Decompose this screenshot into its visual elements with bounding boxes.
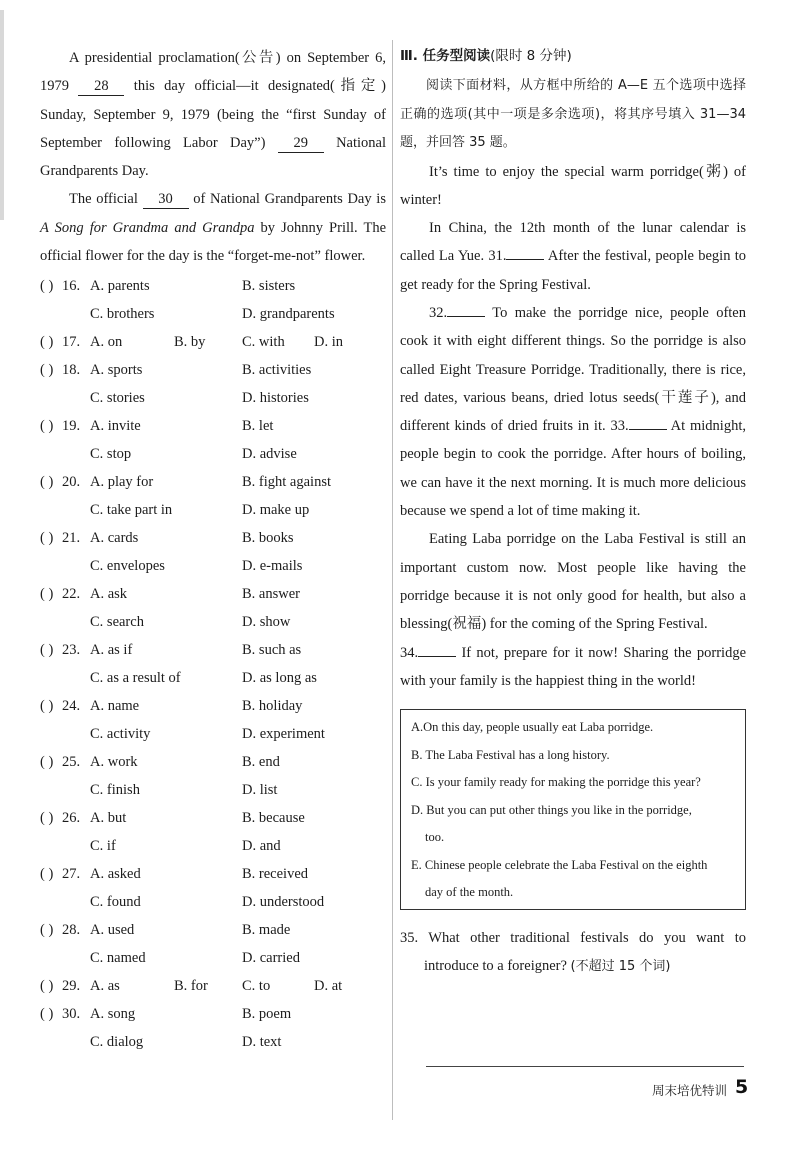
question-18: ( ) 18. A. sports B. activities: [40, 356, 386, 384]
option-b: B. poem: [242, 1006, 292, 1023]
answer-bracket[interactable]: ( ): [40, 978, 54, 995]
blank-31[interactable]: [506, 259, 544, 260]
column-divider: [392, 40, 393, 1120]
option-b: B. received: [242, 866, 309, 883]
option-d: D. make up: [242, 502, 310, 519]
question-26-cd: [40, 832, 386, 860]
option-b: B. The Laba Festival has a long history.: [411, 747, 610, 762]
option-d: D. grandparents: [242, 306, 335, 323]
footer-series-title: 周末培优特训: [652, 1083, 728, 1098]
question-23-cd: [40, 664, 386, 692]
option-a: A. name: [90, 698, 140, 715]
right-column: [400, 44, 746, 982]
option-d: D. But you can put other things you like in the porridge,: [411, 802, 692, 817]
option-b: B. by: [174, 334, 206, 351]
option-b: B. holiday: [242, 698, 303, 715]
question-29: ( ) 29. A. as B. for C. to D. at: [40, 972, 386, 1000]
answer-bracket[interactable]: ( ): [40, 278, 54, 295]
option-c: C. finish: [90, 782, 140, 799]
options-box: [400, 709, 746, 910]
answer-bracket[interactable]: ( ): [40, 922, 54, 939]
answer-bracket[interactable]: ( ): [40, 418, 54, 435]
option-d: D. understood: [242, 894, 325, 911]
option-b: B. answer: [242, 586, 300, 603]
option-b: B. sisters: [242, 278, 296, 295]
option-d: D. at: [314, 978, 343, 995]
question-24: ( ) 24. A. name B. holiday: [40, 692, 386, 720]
page-number: 5: [735, 1076, 749, 1098]
question-23: ( ) 23. A. as if B. such as: [40, 636, 386, 664]
blank-32[interactable]: [447, 316, 485, 317]
option-d-continued: too.: [425, 830, 445, 845]
blank-28: 28: [78, 77, 124, 96]
blank-29: 29: [278, 134, 324, 153]
reading-paragraph-5: 34. If not, prepare for it now! Sharing the porridge with your family is the happiest thing in the world!: [400, 644, 746, 689]
question-25: ( ) 25. A. work B. end: [40, 748, 386, 776]
option-a: A. parents: [90, 278, 150, 295]
question-20-cd: [40, 496, 386, 524]
question-16: ( ) 16. A. parents B. sisters: [40, 272, 386, 300]
question-18-cd: [40, 384, 386, 412]
section-heading: Ⅲ. 任务型阅读(限时 8 分钟): [400, 48, 572, 64]
option-d: D. text: [242, 1034, 282, 1051]
option-c: C. as a result of: [90, 670, 181, 687]
question-25-cd: [40, 776, 386, 804]
question-19: ( ) 19. A. invite B. let: [40, 412, 386, 440]
option-c: C. stories: [90, 390, 145, 407]
answer-bracket[interactable]: ( ): [40, 586, 54, 603]
option-a: A. work: [90, 754, 138, 771]
option-a: A. play for: [90, 474, 154, 491]
option-c: C. search: [90, 614, 144, 631]
question-30-cd: [40, 1028, 386, 1056]
option-d: D. carried: [242, 950, 300, 967]
question-21-cd: [40, 552, 386, 580]
option-a: A. sports: [90, 362, 143, 379]
left-column: [40, 44, 386, 1056]
option-a: A.On this day, people usually eat Laba porridge.: [411, 720, 654, 735]
question-35: 35. What other traditional festivals do you want to introduce to a foreigner? (不超过 15 个词): [400, 929, 746, 975]
answer-line-35[interactable]: [426, 1066, 744, 1067]
option-c: C. envelopes: [90, 558, 165, 575]
section-instructions: 阅读下面材料，从方框中所给的 A—E 五个选项中选择正确的选项(其中一项是多余选项)，将其序号填入 31—34 题，并回答 35 题。: [400, 78, 746, 150]
question-26: ( ) 26. A. but B. because: [40, 804, 386, 832]
question-list: [40, 272, 386, 1056]
option-c: C. dialog: [90, 1034, 144, 1051]
answer-bracket[interactable]: ( ): [40, 334, 54, 351]
option-d: D. as long as: [242, 670, 317, 687]
option-b: B. fight against: [242, 474, 332, 491]
option-a: A. used: [90, 922, 135, 939]
option-a: A. on: [90, 334, 123, 351]
option-b: B. activities: [242, 362, 312, 379]
option-b: B. because: [242, 810, 305, 827]
option-c: C. take part in: [90, 502, 173, 519]
option-d: D. and: [242, 838, 281, 855]
question-21: ( ) 21. A. cards B. books: [40, 524, 386, 552]
song-title: A Song for Grandma and Grandpa: [40, 219, 255, 236]
page-edge-mark: [0, 10, 4, 220]
option-d: D. show: [242, 614, 291, 631]
option-a: A. song: [90, 1006, 136, 1023]
option-b: B. made: [242, 922, 291, 939]
option-a: A. asked: [90, 866, 141, 883]
question-27-cd: [40, 888, 386, 916]
option-b: B. for: [174, 978, 208, 995]
question-22: ( ) 22. A. ask B. answer: [40, 580, 386, 608]
question-17: ( ) 17. A. on B. by C. with D. in: [40, 328, 386, 356]
option-a: A. but: [90, 810, 127, 827]
answer-bracket[interactable]: ( ): [40, 1006, 54, 1023]
option-e: E. Chinese people celebrate the Laba Festival on the eighth: [411, 857, 708, 872]
answer-bracket[interactable]: ( ): [40, 810, 54, 827]
option-c: C. named: [90, 950, 146, 967]
answer-bracket[interactable]: ( ): [40, 362, 54, 379]
option-a: A. ask: [90, 586, 128, 603]
passage-paragraph-2: The official 30 of National Grandparents Day is A Song for Grandma and Grandpa by Johnny Prill. The official flower for the day is the “forget-me-not” flower.: [40, 191, 386, 265]
option-c: C. with: [242, 334, 285, 351]
answer-bracket[interactable]: ( ): [40, 698, 54, 715]
answer-bracket[interactable]: ( ): [40, 642, 54, 659]
question-27: ( ) 27. A. asked B. received: [40, 860, 386, 888]
reading-paragraph-1: It’s time to enjoy the special warm porridge(粥) of winter!: [400, 163, 746, 208]
blank-34[interactable]: [418, 656, 456, 657]
blank-33[interactable]: [629, 429, 667, 430]
blank-30: 30: [143, 190, 189, 209]
option-d: D. histories: [242, 390, 309, 407]
option-c: C. activity: [90, 726, 151, 743]
reading-paragraph-2: In China, the 12th month of the lunar calendar is called La Yue. 31. After the festival, people begin to get ready for the Spring Festival.: [400, 220, 746, 293]
question-16-cd: [40, 300, 386, 328]
option-c: C. found: [90, 894, 141, 911]
question-30: ( ) 30. A. song B. poem: [40, 1000, 386, 1028]
option-a: A. cards: [90, 530, 139, 547]
option-c: C. Is your family ready for making the porridge this year?: [411, 775, 701, 790]
option-d: D. list: [242, 782, 278, 799]
option-d: D. experiment: [242, 726, 325, 743]
passage-paragraph-1: A presidential proclamation(公告) on September 6, 1979 28 this day official—it designated(指定) Sunday, September 9, 1979 (being the “first Sunday of September following Labor Day”) 29 National Grandparents Day.: [40, 50, 387, 180]
option-c: C. if: [90, 838, 116, 855]
option-c: C. brothers: [90, 306, 155, 323]
answer-bracket[interactable]: ( ): [40, 474, 54, 491]
option-b: B. end: [242, 754, 280, 771]
option-e-continued: day of the month.: [425, 885, 514, 900]
answer-bracket[interactable]: ( ): [40, 866, 54, 883]
answer-bracket[interactable]: ( ): [40, 530, 54, 547]
option-d: D. advise: [242, 446, 297, 463]
answer-bracket[interactable]: ( ): [40, 754, 54, 771]
option-b: B. such as: [242, 642, 302, 659]
option-d: D. e-mails: [242, 558, 303, 575]
option-c: C. stop: [90, 446, 132, 463]
option-c: C. to: [242, 978, 271, 995]
option-b: B. let: [242, 418, 274, 435]
question-28-cd: [40, 944, 386, 972]
question-28: ( ) 28. A. used B. made: [40, 916, 386, 944]
reading-paragraph-4: Eating Laba porridge on the Laba Festival is still an important custom now. Most people like having the porridge because it is not only good for health, but also a blessing(祝福) for the coming of the Spring Festival.: [400, 531, 746, 633]
question-24-cd: [40, 720, 386, 748]
option-a: A. as: [90, 978, 120, 995]
question-20: ( ) 20. A. play for B. fight against: [40, 468, 386, 496]
question-19-cd: [40, 440, 386, 468]
question-22-cd: [40, 608, 386, 636]
option-b: B. books: [242, 530, 294, 547]
option-d: D. in: [314, 334, 343, 351]
option-a: A. invite: [90, 418, 141, 435]
option-a: A. as if: [90, 642, 133, 659]
reading-paragraph-3: 32. To make the porridge nice, people often cook it with eight different things. So the porridge is also called Eight Treasure Porridge. Traditionally, there is rice, red dates, various beans, dried lotus seeds(干莲子), and different kinds of dried fruits in it. 33. At midnight, people begin to cook the porridge. After hours of boiling, we can have it the next morning. It is much more delicious because we spend a lot of time making it.: [400, 304, 746, 520]
